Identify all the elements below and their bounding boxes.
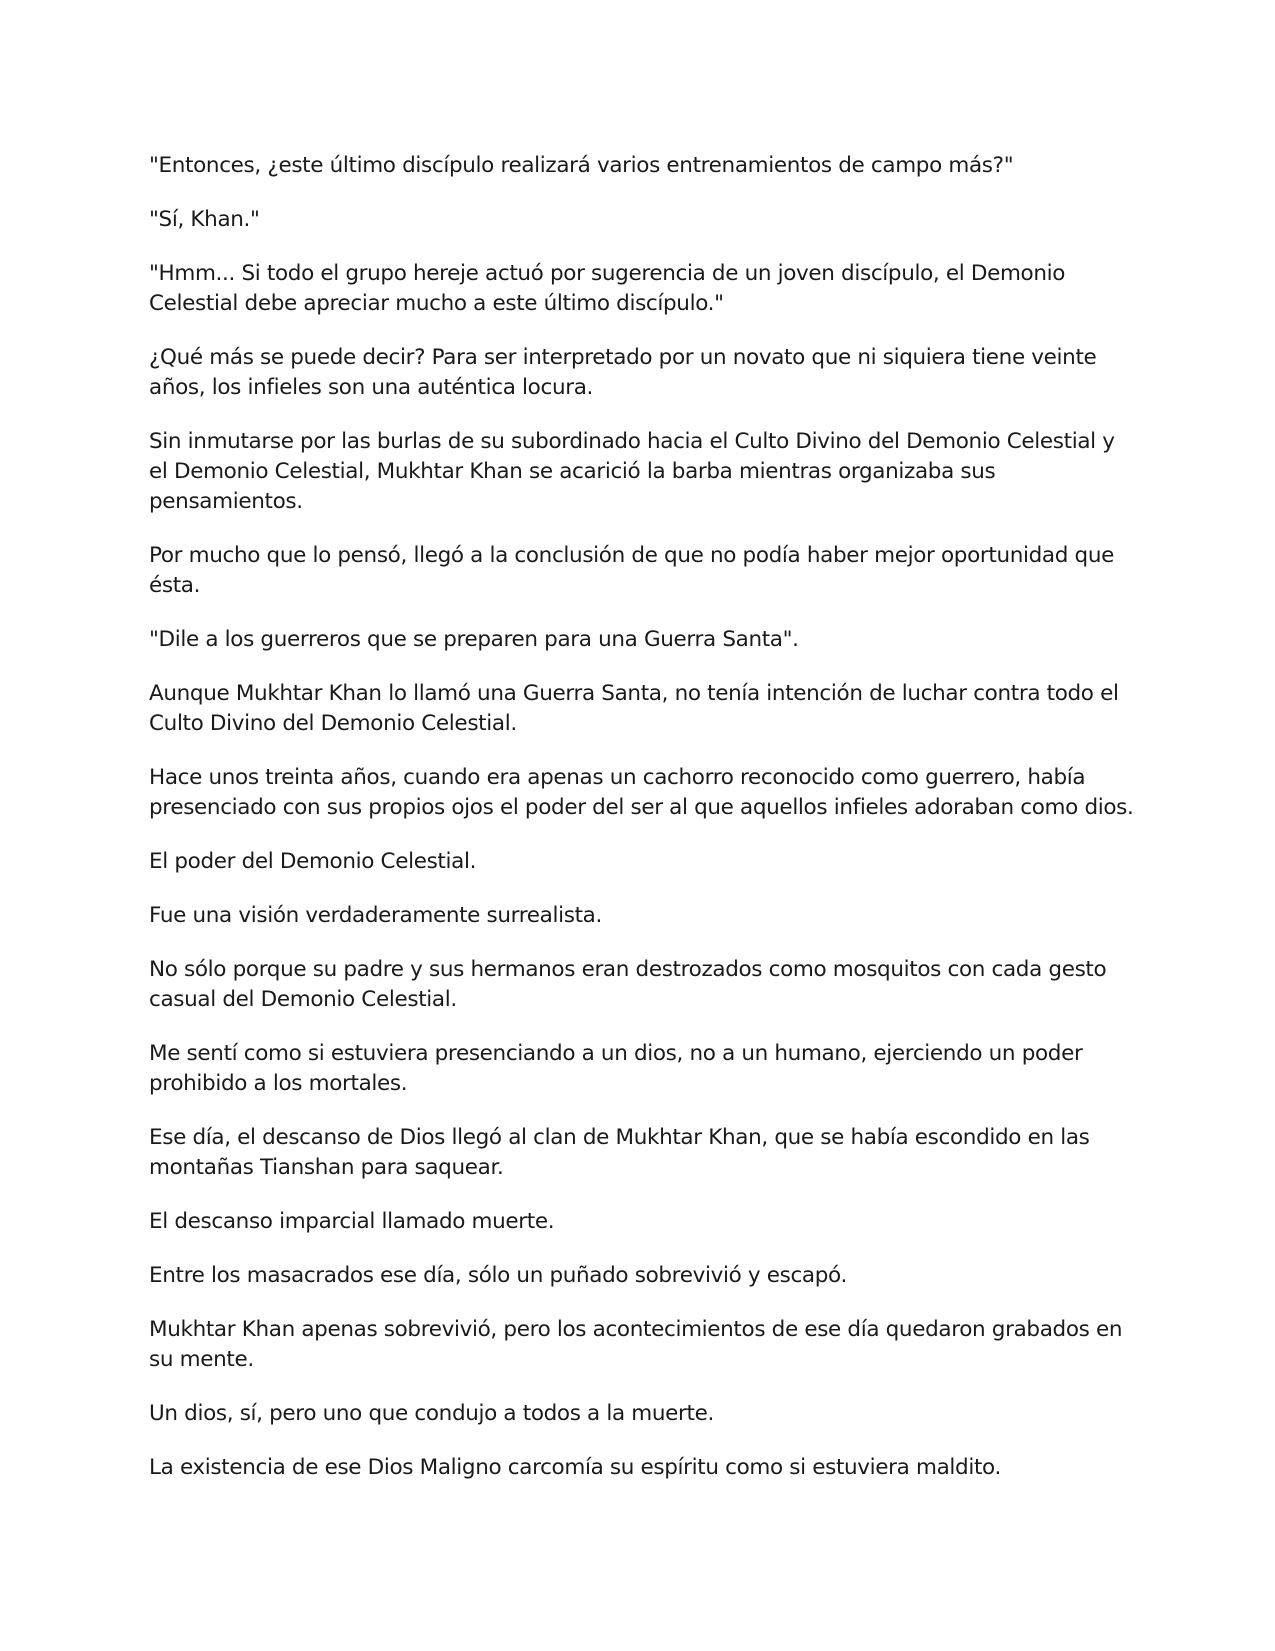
paragraph-5: Sin inmutarse por las burlas de su subordinado hacia el Culto Divino del Demonio Celestial y el Demonio Celestial, Mukhtar Khan se acarició la barba mientras organizaba sus pensamientos.	[149, 429, 1115, 514]
paragraph-4: ¿Qué más se puede decir? Para ser interpretado por un novato que ni siquiera tiene veinte años, los infieles son una auténtica locura.	[149, 345, 1097, 400]
paragraph-19: La existencia de ese Dios Maligno carcomía su espíritu como si estuviera maldito.	[149, 1455, 1001, 1480]
paragraph-17: Mukhtar Khan apenas sobrevivió, pero los acontecimientos de ese día quedaron grabados en su mente.	[149, 1317, 1123, 1372]
paragraph-15: El descanso imparcial llamado muerte.	[149, 1209, 555, 1234]
paragraph-1: "Entonces, ¿este último discípulo realizará varios entrenamientos de campo más?"	[149, 153, 1014, 178]
document-body	[149, 151, 1134, 1507]
paragraph-9: Hace unos treinta años, cuando era apenas un cachorro reconocido como guerrero, había presenciado con sus propios ojos el poder del ser al que aquellos infieles adoraban como dios.	[149, 765, 1134, 820]
paragraph-12: No sólo porque su padre y sus hermanos eran destrozados como mosquitos con cada gesto casual del Demonio Celestial.	[149, 957, 1107, 1012]
paragraph-18: Un dios, sí, pero uno que condujo a todos a la muerte.	[149, 1401, 714, 1426]
paragraph-2: "Sí, Khan."	[149, 207, 260, 232]
paragraph-6: Por mucho que lo pensó, llegó a la conclusión de que no podía haber mejor oportunidad que ésta.	[149, 543, 1114, 598]
paragraph-16: Entre los masacrados ese día, sólo un puñado sobrevivió y escapó.	[149, 1263, 847, 1288]
paragraph-7: "Dile a los guerreros que se preparen para una Guerra Santa".	[149, 627, 799, 652]
paragraph-10: El poder del Demonio Celestial.	[149, 849, 477, 874]
paragraph-8: Aunque Mukhtar Khan lo llamó una Guerra Santa, no tenía intención de luchar contra todo el Culto Divino del Demonio Celestial.	[149, 681, 1119, 736]
paragraph-3: "Hmm... Si todo el grupo hereje actuó por sugerencia de un joven discípulo, el Demonio Celestial debe apreciar mucho a este último discípulo."	[149, 261, 1066, 316]
paragraph-13: Me sentí como si estuviera presenciando a un dios, no a un humano, ejerciendo un poder prohibido a los mortales.	[149, 1041, 1083, 1096]
paragraph-11: Fue una visión verdaderamente surrealista.	[149, 903, 602, 928]
paragraph-14: Ese día, el descanso de Dios llegó al clan de Mukhtar Khan, que se había escondido en las montañas Tianshan para saquear.	[149, 1125, 1090, 1180]
